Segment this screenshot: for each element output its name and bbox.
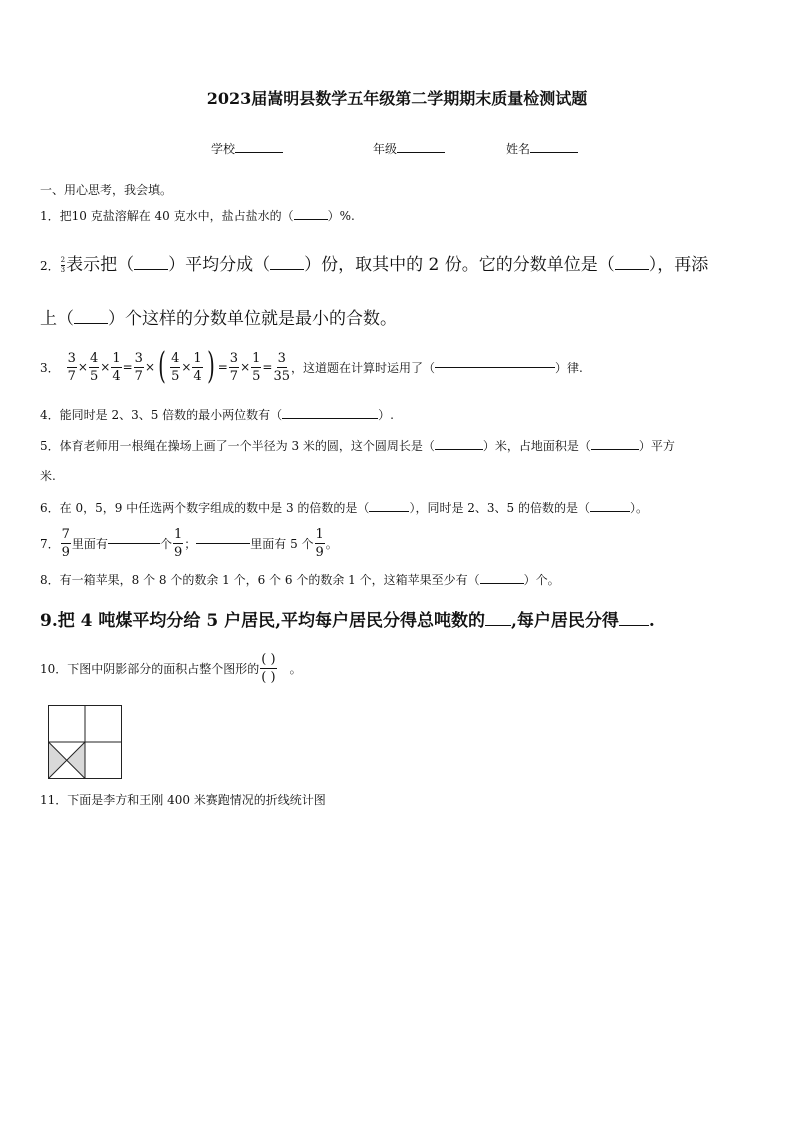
q3-f3-num: 1	[112, 350, 121, 366]
times-sign: ×	[144, 360, 156, 374]
q8-text-a: 8．有一箱苹果，8 个 8 个的数余 1 个，6 个 6 个的数余 1 个，这箱苹果至少有（	[40, 573, 480, 587]
q6-blank-1[interactable]	[369, 511, 409, 512]
q3-blank[interactable]	[435, 367, 555, 368]
q10-numerator-blank[interactable]: ( )	[261, 651, 276, 667]
q7-blank-2[interactable]	[196, 543, 250, 544]
question-5	[40, 437, 675, 454]
q3-f2-den: 5	[89, 368, 99, 384]
q2-blank-4[interactable]	[74, 323, 108, 324]
q3-f1-num: 3	[67, 350, 76, 366]
q1-blank[interactable]	[294, 219, 328, 220]
q2-text-e: 上（	[40, 309, 74, 329]
q2-text-b: ）平均分成（	[168, 255, 271, 275]
q3-f7-num: 3	[229, 350, 239, 366]
question-10	[40, 648, 302, 688]
q2-frac-den: 3	[60, 266, 66, 274]
question-1	[40, 207, 355, 224]
shaded-grid-figure	[48, 705, 122, 779]
question-2-line-2	[40, 304, 397, 329]
grade-blank[interactable]	[397, 152, 445, 153]
q3-f9-den: 35	[273, 368, 291, 384]
q7-f2-num: 1	[173, 526, 183, 542]
question-8	[40, 571, 560, 588]
name-blank[interactable]	[530, 152, 578, 153]
q5-blank-1[interactable]	[435, 449, 483, 450]
q2-frac-num: 2	[60, 256, 66, 264]
q5-blank-2[interactable]	[591, 449, 639, 450]
q3-fraction-2	[89, 352, 99, 383]
times-sign: ×	[100, 360, 111, 374]
q3-fraction-4	[134, 352, 144, 383]
q7-fraction-1	[61, 528, 71, 559]
q3-f1-den: 7	[67, 368, 76, 384]
q7-blank-1[interactable]	[108, 543, 160, 544]
q3-number: 3．	[40, 360, 60, 375]
q10-denominator-blank[interactable]: ( )	[261, 669, 276, 685]
q9-blank-2[interactable]	[619, 625, 649, 626]
q1-text-a: 1．把10 克盐溶解在 40 克水中，盐占盐水的（	[40, 209, 294, 223]
name-field	[506, 140, 578, 157]
section-heading: 一、用心思考，我会填。	[40, 183, 173, 197]
question-5-line-2: 米.	[40, 469, 56, 483]
q2-text-a: 表示把（	[66, 255, 135, 275]
q9-text-a: 9.把 4 吨煤平均分给 5 户居民,平均每户居民分得总吨数的	[40, 611, 485, 631]
q7-f3-num: 1	[315, 526, 324, 542]
q3-f9-num: 3	[277, 350, 286, 366]
q6-blank-2[interactable]	[590, 511, 630, 512]
q7-fraction-3	[315, 528, 325, 559]
q7-text-b: 个	[159, 536, 172, 551]
q3-text-b: ）律.	[555, 360, 583, 375]
q2-blank-3[interactable]	[615, 269, 649, 270]
q2-blank-1[interactable]	[134, 269, 168, 270]
q7-f1-num: 7	[61, 526, 70, 542]
equals-sign: =	[262, 360, 273, 374]
q7-fraction-2	[173, 528, 183, 559]
right-paren-icon: )	[206, 346, 215, 387]
q7-text-a: 里面有	[71, 536, 108, 551]
q7-f1-den: 9	[61, 544, 70, 560]
times-sign: ×	[240, 360, 251, 374]
q9-text-b: ,每户居民分得	[511, 611, 619, 631]
q2-text-f: ）个这样的分数单位就是最小的合数。	[108, 309, 397, 329]
school-field	[211, 140, 283, 157]
q3-fraction-8	[251, 352, 261, 383]
grade-field	[373, 140, 445, 157]
q6-text-c: ）。	[629, 501, 648, 515]
q10-text-b: 。	[289, 661, 302, 676]
question-4	[40, 406, 394, 423]
q2-text-d: ），再添	[648, 255, 709, 275]
q4-blank[interactable]	[282, 418, 378, 419]
q7-text-e: 。	[325, 536, 338, 551]
q10-text-a: 10．下图中阴影部分的面积占整个图形的	[40, 661, 260, 676]
q3-text-a: ，这道题在计算时运用了（	[291, 360, 436, 375]
times-sign: ×	[181, 360, 192, 374]
question-7	[40, 524, 338, 562]
question-6	[40, 499, 648, 516]
q3-f6-num: 1	[193, 350, 202, 366]
q4-text-b: ）.	[378, 408, 394, 422]
q3-f8-den: 5	[252, 368, 261, 384]
school-label: 学校	[211, 142, 236, 156]
q7-text-c: ；	[184, 536, 197, 551]
left-paren-icon: (	[158, 346, 166, 387]
question-9	[40, 606, 655, 631]
q3-f8-num: 1	[252, 350, 261, 366]
question-2	[40, 250, 708, 275]
question-11: 11．下面是李方和王刚 400 米赛跑情况的折线统计图	[40, 793, 326, 807]
q3-f7-den: 7	[229, 368, 239, 384]
q8-text-b: ）个。	[523, 573, 560, 587]
equals-sign: =	[217, 360, 228, 374]
q3-f2-num: 4	[89, 350, 99, 366]
q3-fraction-9	[273, 352, 290, 383]
school-blank[interactable]	[235, 152, 283, 153]
name-label: 姓名	[506, 142, 531, 156]
q10-answer-fraction[interactable]	[260, 653, 276, 684]
q2-fraction	[61, 257, 65, 274]
q2-blank-2[interactable]	[270, 269, 304, 270]
question-3	[40, 347, 583, 387]
q3-fraction-1	[67, 352, 77, 383]
q3-f4-den: 7	[134, 368, 143, 384]
q5-text-b: ）米，占地面积是（	[482, 439, 591, 453]
q5-text-c: ）平方	[638, 439, 675, 453]
q7-f3-den: 9	[315, 544, 324, 560]
q3-f3-den: 4	[112, 368, 121, 384]
q6-text-a: 6．在 0，5，9 中任选两个数字组成的数中是 3 的倍数的是（	[40, 501, 370, 515]
equals-sign: =	[122, 360, 133, 374]
q7-text-d: 里面有 5 个	[250, 536, 314, 551]
q7-number: 7．	[40, 536, 60, 551]
q8-blank[interactable]	[480, 583, 524, 584]
q3-fraction-7	[229, 352, 239, 383]
q2-text-c: ）份，取其中的 2 份。它的分数单位是（	[304, 255, 615, 275]
q3-fraction-5	[170, 352, 180, 383]
q3-f6-den: 4	[193, 368, 202, 384]
q5-text-a: 5．体育老师用一根绳在操场上画了一个半径为 3 米的圆，这个圆周长是（	[40, 439, 435, 453]
q6-text-b: ），同时是 2、3、5 的倍数的是（	[409, 501, 590, 515]
q3-f5-den: 5	[171, 368, 180, 384]
page-title: 2023届嵩明县数学五年级第二学期期末质量检测试题	[206, 89, 588, 108]
q1-text-b: ）%.	[327, 209, 355, 223]
q3-f4-num: 3	[134, 350, 143, 366]
q4-text-a: 4．能同时是 2、3、5 倍数的最小两位数有（	[40, 408, 283, 422]
q3-fraction-3	[111, 352, 121, 383]
q3-fraction-6	[192, 352, 202, 383]
q7-f2-den: 9	[173, 544, 183, 560]
times-sign: ×	[77, 360, 88, 374]
grade-label: 年级	[373, 142, 398, 156]
q2-number: 2．	[40, 259, 60, 273]
q9-text-c: .	[648, 611, 655, 631]
q9-blank-1[interactable]	[485, 625, 511, 626]
q3-f5-num: 4	[171, 350, 180, 366]
